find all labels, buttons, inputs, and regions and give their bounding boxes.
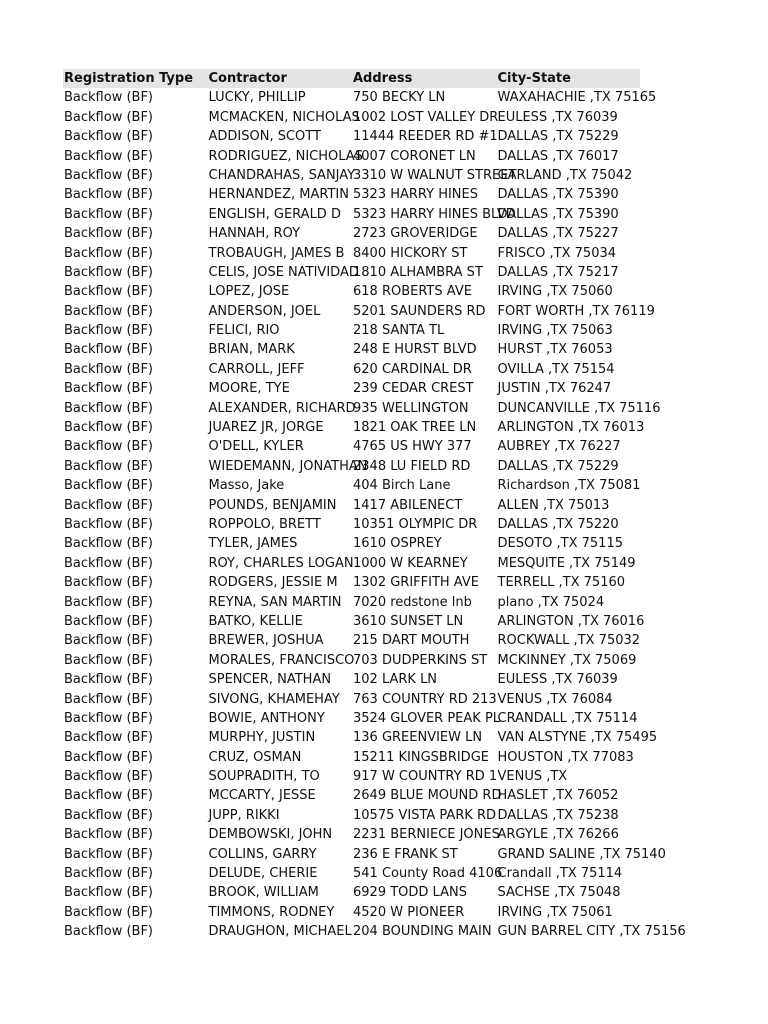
table-row	[63, 806, 640, 825]
city-state-cell: GRAND SALINE ,TX 75140	[497, 846, 666, 862]
registration-type-cell: Backflow (BF)	[64, 264, 154, 280]
address-cell: 1417 ABILENECT	[353, 497, 463, 513]
registration-type-cell: Backflow (BF)	[64, 730, 154, 746]
city-state-cell: DALLAS ,TX 75390	[497, 206, 619, 222]
registration-type-cell: Backflow (BF)	[64, 769, 154, 785]
contractor-cell: RODGERS, JESSIE M	[208, 575, 338, 591]
header-city-state: City-State	[497, 71, 571, 86]
address-cell: 15211 KINGSBRIDGE	[353, 749, 489, 765]
contractor-cell: MCMACKEN, NICHOLAS	[208, 109, 360, 125]
address-cell: 763 COUNTRY RD 213	[353, 691, 497, 707]
address-cell: 8400 HICKORY ST	[353, 245, 468, 261]
registration-type-cell: Backflow (BF)	[64, 284, 154, 300]
address-cell: 4007 CORONET LN	[353, 148, 476, 164]
table-row	[63, 845, 666, 864]
contractor-cell: TIMMONS, RODNEY	[208, 904, 335, 920]
table-row	[63, 379, 640, 398]
contractor-cell: POUNDS, BENJAMIN	[208, 497, 337, 513]
city-state-cell: FORT WORTH ,TX 76119	[497, 303, 655, 319]
table-row	[63, 476, 640, 495]
table-row	[63, 690, 640, 709]
address-cell: 1302 GRIFFITH AVE	[353, 575, 479, 591]
city-state-cell: VENUS ,TX	[497, 769, 568, 785]
table-body	[63, 88, 686, 941]
address-cell: 1810 ALHAMBRA ST	[353, 264, 483, 280]
address-cell: 248 E HURST BLVD	[353, 342, 477, 358]
registration-type-cell: Backflow (BF)	[64, 245, 154, 261]
registration-type-cell: Backflow (BF)	[64, 691, 154, 707]
table-row	[63, 534, 640, 553]
city-state-cell: SACHSE ,TX 75048	[497, 885, 621, 901]
contractor-cell: JUAREZ JR, JORGE	[208, 420, 324, 436]
table-row	[63, 437, 640, 456]
contractor-cell: RODRIGUEZ, NICHOLAS	[208, 148, 363, 164]
contractor-cell: REYNA, SAN MARTIN	[208, 594, 342, 610]
city-state-cell: DALLAS ,TX 75390	[497, 187, 619, 203]
contractor-cell: CARROLL, JEFF	[208, 361, 305, 377]
table-row	[63, 399, 661, 418]
registration-type-cell: Backflow (BF)	[64, 866, 154, 882]
address-cell: 917 W COUNTRY RD 1	[353, 769, 498, 785]
city-state-cell: DALLAS ,TX 75238	[497, 807, 619, 823]
table-row	[63, 825, 640, 844]
table-row	[63, 903, 640, 922]
contractor-cell: LOPEZ, JOSE	[208, 284, 290, 300]
registration-type-cell: Backflow (BF)	[64, 497, 154, 513]
city-state-cell: Crandall ,TX 75114	[497, 866, 623, 882]
address-cell: 102 LARK LN	[353, 672, 438, 688]
registration-type-cell: Backflow (BF)	[64, 187, 154, 203]
city-state-cell: MESQUITE ,TX 75149	[497, 555, 636, 571]
city-state-cell: ARLINGTON ,TX 76013	[497, 420, 645, 436]
table-row	[63, 321, 640, 340]
table-row	[63, 709, 640, 728]
address-cell: 1610 OSPREY	[353, 536, 442, 552]
registration-type-cell: Backflow (BF)	[64, 885, 154, 901]
city-state-cell: ROCKWALL ,TX 75032	[497, 633, 641, 649]
city-state-cell: DESOTO ,TX 75115	[497, 536, 623, 552]
registration-type-cell: Backflow (BF)	[64, 575, 154, 591]
contractor-cell: BOWIE, ANTHONY	[208, 710, 325, 726]
table-row	[63, 418, 645, 437]
city-state-cell: WAXAHACHIE ,TX 75165	[497, 90, 657, 106]
contractor-cell: JUPP, RIKKI	[208, 807, 280, 823]
registration-type-cell: Backflow (BF)	[64, 807, 154, 823]
address-cell: 3310 W WALNUT STREET	[353, 167, 517, 183]
contractor-cell: MCCARTY, JESSE	[208, 788, 316, 804]
table-row	[63, 728, 658, 747]
contractor-cell: CRUZ, OSMAN	[208, 749, 302, 765]
header-row	[63, 69, 640, 88]
address-cell: 2348 LU FIELD RD	[353, 458, 471, 474]
table-row	[63, 786, 640, 805]
contractor-cell: BROOK, WILLIAM	[208, 885, 319, 901]
contractor-cell: ENGLISH, GERALD D	[208, 206, 341, 222]
city-state-cell: Richardson ,TX 75081	[497, 478, 641, 494]
contractor-cell: LUCKY, PHILLIP	[208, 90, 306, 106]
contractor-cell: TROBAUGH, JAMES B	[208, 245, 345, 261]
contractor-cell: SOUPRADITH, TO	[208, 769, 320, 785]
city-state-cell: TERRELL ,TX 75160	[497, 575, 626, 591]
registration-type-cell: Backflow (BF)	[64, 129, 154, 145]
address-cell: 404 Birch Lane	[353, 478, 451, 494]
registration-type-cell: Backflow (BF)	[64, 148, 154, 164]
address-cell: 2723 GROVERIDGE	[353, 226, 478, 242]
address-cell: 618 ROBERTS AVE	[353, 284, 472, 300]
city-state-cell: ARGYLE ,TX 76266	[497, 827, 619, 843]
registration-type-cell: Backflow (BF)	[64, 458, 154, 474]
city-state-cell: MCKINNEY ,TX 75069	[497, 652, 637, 668]
city-state-cell: ARLINGTON ,TX 76016	[497, 613, 645, 629]
contractor-cell: FELICI, RIO	[208, 323, 280, 339]
address-cell: 5323 HARRY HINES	[353, 187, 478, 203]
city-state-cell: HURST ,TX 76053	[497, 342, 613, 358]
table-row	[63, 302, 655, 321]
table-row	[63, 205, 640, 224]
registration-type-cell: Backflow (BF)	[64, 303, 154, 319]
address-cell: 10575 VISTA PARK RD	[353, 807, 497, 823]
address-cell: 3524 GLOVER PEAK PL	[353, 710, 501, 726]
registration-type-cell: Backflow (BF)	[64, 90, 154, 106]
address-cell: 1000 W KEARNEY	[353, 555, 468, 571]
city-state-cell: HASLET ,TX 76052	[497, 788, 619, 804]
contractor-cell: TYLER, JAMES	[208, 536, 298, 552]
address-cell: 2649 BLUE MOUND RD	[353, 788, 502, 804]
contractor-cell: ADDISON, SCOTT	[208, 129, 321, 145]
address-cell: 4520 W PIONEER	[353, 904, 465, 920]
city-state-cell: JUSTIN ,TX 76247	[497, 381, 612, 397]
table-row	[63, 922, 686, 941]
address-cell: 218 SANTA TL	[353, 323, 445, 339]
registration-type-cell: Backflow (BF)	[64, 710, 154, 726]
registration-type-cell: Backflow (BF)	[64, 439, 154, 455]
address-cell: 7020 redstone lnb	[353, 594, 472, 610]
registration-type-cell: Backflow (BF)	[64, 672, 154, 688]
city-state-cell: IRVING ,TX 75061	[497, 904, 613, 920]
registration-type-cell: Backflow (BF)	[64, 846, 154, 862]
header-registration-type: Registration Type	[64, 71, 194, 86]
table-row	[63, 864, 640, 883]
registration-type-cell: Backflow (BF)	[64, 226, 154, 242]
registration-type-cell: Backflow (BF)	[64, 633, 154, 649]
table-row	[63, 496, 640, 515]
registration-type-cell: Backflow (BF)	[64, 342, 154, 358]
address-cell: 10351 OLYMPIC DR	[353, 516, 478, 532]
table-row	[63, 631, 640, 650]
table-row	[63, 883, 640, 902]
registration-type-cell: Backflow (BF)	[64, 536, 154, 552]
registration-type-cell: Backflow (BF)	[64, 788, 154, 804]
contractor-cell: WIEDEMANN, JONATHAN	[208, 458, 368, 474]
city-state-cell: DALLAS ,TX 76017	[497, 148, 619, 164]
city-state-cell: DALLAS ,TX 75229	[497, 458, 619, 474]
table-row	[63, 457, 640, 476]
address-cell: 215 DART MOUTH	[353, 633, 470, 649]
table-row	[63, 554, 640, 573]
contractor-cell: DRAUGHON, MICHAEL	[208, 924, 352, 940]
registration-type-cell: Backflow (BF)	[64, 109, 154, 125]
table-row	[63, 263, 640, 282]
contractor-cell: O'DELL, KYLER	[208, 439, 304, 455]
registration-type-cell: Backflow (BF)	[64, 924, 154, 940]
table-row	[63, 224, 640, 243]
city-state-cell: DUNCANVILLE ,TX 75116	[497, 400, 661, 416]
city-state-cell: AUBREY ,TX 76227	[497, 439, 621, 455]
address-cell: 136 GREENVIEW LN	[353, 730, 483, 746]
city-state-cell: DALLAS ,TX 75220	[497, 516, 619, 532]
registration-type-cell: Backflow (BF)	[64, 167, 154, 183]
registration-type-cell: Backflow (BF)	[64, 400, 154, 416]
table-row	[63, 88, 657, 107]
registration-type-cell: Backflow (BF)	[64, 652, 154, 668]
table-row	[63, 573, 640, 592]
city-state-cell: DALLAS ,TX 75217	[497, 264, 619, 280]
registration-type-cell: Backflow (BF)	[64, 206, 154, 222]
registration-type-cell: Backflow (BF)	[64, 555, 154, 571]
city-state-cell: plano ,TX 75024	[497, 594, 605, 610]
table-row	[63, 593, 640, 612]
contractor-cell: DEMBOWSKI, JOHN	[208, 827, 333, 843]
city-state-cell: VENUS ,TX 76084	[497, 691, 613, 707]
contractor-cell: MURPHY, JUSTIN	[208, 730, 316, 746]
registration-type-cell: Backflow (BF)	[64, 323, 154, 339]
table-row	[63, 767, 640, 786]
contractor-cell: DELUDE, CHERIE	[208, 866, 318, 882]
contractor-cell: ROPPOLO, BRETT	[208, 516, 321, 532]
contractor-cell: BRIAN, MARK	[208, 342, 295, 358]
address-cell: 3610 SUNSET LN	[353, 613, 464, 629]
address-cell: 541 County Road 4106	[353, 866, 503, 882]
header-contractor: Contractor	[208, 71, 287, 86]
address-cell: 4765 US HWY 377	[353, 439, 472, 455]
city-state-cell: EULESS ,TX 76039	[497, 672, 618, 688]
registration-type-cell: Backflow (BF)	[64, 594, 154, 610]
registration-type-cell: Backflow (BF)	[64, 613, 154, 629]
registration-type-cell: Backflow (BF)	[64, 381, 154, 397]
address-cell: 6929 TODD LANS	[353, 885, 467, 901]
table-row	[63, 166, 640, 185]
city-state-cell: GUN BARREL CITY ,TX 75156	[497, 924, 686, 940]
city-state-cell: ALLEN ,TX 75013	[497, 497, 610, 513]
city-state-cell: HOUSTON ,TX 77083	[497, 749, 634, 765]
table-row	[63, 147, 640, 166]
contractor-cell: MORALES, FRANCISCO	[208, 652, 355, 668]
city-state-cell: DALLAS ,TX 75227	[497, 226, 619, 242]
registration-type-cell: Backflow (BF)	[64, 478, 154, 494]
registration-type-cell: Backflow (BF)	[64, 904, 154, 920]
address-cell: 5323 HARRY HINES BLVD	[353, 206, 516, 222]
address-cell: 236 E FRANK ST	[353, 846, 458, 862]
contractor-cell: ALEXANDER, RICHARD	[208, 400, 356, 416]
address-cell: 204 BOUNDING MAIN	[353, 924, 492, 940]
registration-type-cell: Backflow (BF)	[64, 749, 154, 765]
contractor-cell: ROY, CHARLES LOGAN	[208, 555, 354, 571]
table-row	[63, 360, 640, 379]
registration-type-cell: Backflow (BF)	[64, 516, 154, 532]
address-cell: 2231 BERNIECE JONES	[353, 827, 500, 843]
contractor-cell: HERNANDEZ, MARTIN	[208, 187, 349, 203]
table-row	[63, 612, 645, 631]
registration-type-cell: Backflow (BF)	[64, 361, 154, 377]
table-row	[63, 515, 640, 534]
address-cell: 5201 SAUNDERS RD	[353, 303, 486, 319]
address-cell: 1821 OAK TREE LN	[353, 420, 477, 436]
city-state-cell: GARLAND ,TX 75042	[497, 167, 633, 183]
city-state-cell: IRVING ,TX 75060	[497, 284, 613, 300]
city-state-cell: OVILLA ,TX 75154	[497, 361, 615, 377]
table-row	[63, 670, 640, 689]
table-row	[63, 127, 640, 146]
contractor-cell: ANDERSON, JOEL	[208, 303, 321, 319]
contractor-cell: SPENCER, NATHAN	[208, 672, 332, 688]
city-state-cell: DALLAS ,TX 75229	[497, 129, 619, 145]
contractor-cell: BREWER, JOSHUA	[208, 633, 324, 649]
table-row	[63, 185, 640, 204]
contractor-cell: MOORE, TYE	[208, 381, 290, 397]
table-row	[63, 282, 640, 301]
registration-type-cell: Backflow (BF)	[64, 827, 154, 843]
spreadsheet-table	[63, 69, 686, 942]
table-row	[63, 651, 640, 670]
contractor-cell: BATKO, KELLIE	[208, 613, 303, 629]
contractor-cell: SIVONG, KHAMEHAY	[208, 691, 340, 707]
address-cell: 703 DUDPERKINS ST	[353, 652, 488, 668]
contractor-cell: Masso, Jake	[208, 478, 285, 494]
table-row	[63, 748, 640, 767]
city-state-cell: IRVING ,TX 75063	[497, 323, 613, 339]
city-state-cell: FRISCO ,TX 75034	[497, 245, 617, 261]
city-state-cell: EULESS ,TX 76039	[497, 109, 618, 125]
address-cell: 935 WELLINGTON	[353, 400, 469, 416]
header-address: Address	[353, 71, 413, 86]
table-row	[63, 108, 640, 127]
city-state-cell: VAN ALSTYNE ,TX 75495	[497, 730, 658, 746]
address-cell: 239 CEDAR CREST	[353, 381, 474, 397]
address-cell: 1002 LOST VALLEY DR	[353, 109, 499, 125]
registration-type-cell: Backflow (BF)	[64, 420, 154, 436]
contractor-cell: HANNAH, ROY	[208, 226, 301, 242]
address-cell: 750 BECKY LN	[353, 90, 446, 106]
contractor-cell: CHANDRAHAS, SANJAY	[208, 167, 356, 183]
table-row	[63, 244, 640, 263]
address-cell: 11444 REEDER RD #1	[353, 129, 498, 145]
address-cell: 620 CARDINAL DR	[353, 361, 472, 377]
contractor-cell: CELIS, JOSE NATIVIDAD	[208, 264, 359, 280]
city-state-cell: CRANDALL ,TX 75114	[497, 710, 638, 726]
contractor-cell: COLLINS, GARRY	[208, 846, 317, 862]
table-row	[63, 340, 640, 359]
